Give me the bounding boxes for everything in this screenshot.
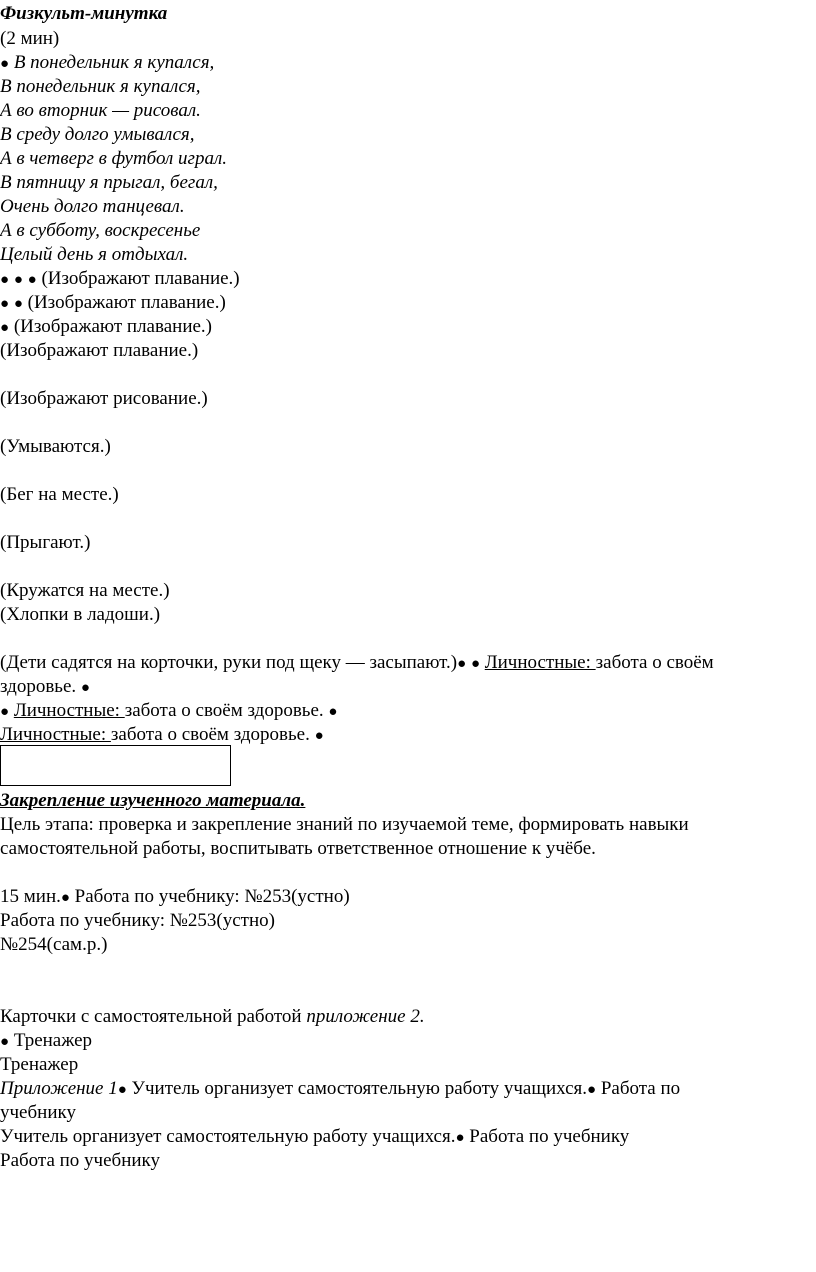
sit-line: (Дети садятся на корточки, руки под щеку — засыпают.)● ● Личностные: забота о своём xyxy=(0,652,714,673)
work-253-line: Работа по учебнику: №253(устно) xyxy=(0,910,275,931)
poem-line-5: А в четверг в футбол играл. xyxy=(0,148,227,169)
draw-line: (Изображают рисование.) xyxy=(0,388,208,409)
poem-line-8: А в субботу, воскресенье xyxy=(0,220,201,241)
time-line: 15 мин.● Работа по учебнику: №253(устно) xyxy=(0,886,350,907)
swim-line-1: ● ● ● (Изображают плавание.) xyxy=(0,268,240,289)
run-line: (Бег на месте.) xyxy=(0,484,119,505)
fizminutka-title: Физкульт-минутка xyxy=(0,3,168,24)
poem-line-1: ● В понедельник я купался, xyxy=(0,52,215,73)
wash-line: (Умываются.) xyxy=(0,436,111,457)
trainer-line-1: ● Тренажер xyxy=(0,1030,93,1051)
spin-line: (Кружатся на месте.) xyxy=(0,580,170,601)
swim-line-4: (Изображают плавание.) xyxy=(0,340,199,361)
section-title: Закрепление изученного материала. xyxy=(0,790,306,811)
swim-line-2: ● ● (Изображают плавание.) xyxy=(0,292,226,313)
poem-line-4: В среду долго умывался, xyxy=(0,124,195,145)
jump-line: (Прыгают.) xyxy=(0,532,91,553)
empty-table-cell xyxy=(0,745,231,786)
poem-line-3: А во вторник — рисовал. xyxy=(0,100,201,121)
personal-line-3: Личностные: забота о своём здоровье. ● xyxy=(0,724,324,745)
teacher-line: Учитель организует самостоятельную работу учащихся.● Работа по учебнику xyxy=(0,1126,630,1147)
duration: (2 мин) xyxy=(0,28,60,49)
poem-line-6: В пятницу я прыгал, бегал, xyxy=(0,172,218,193)
clap-line: (Хлопки в ладоши.) xyxy=(0,604,161,625)
stage-goal: Цель этапа: проверка и закрепление знаний по изучаемой теме, формировать навыки самостоятельной работы, воспитывать ответственное отношение к учёбе. xyxy=(0,814,689,859)
health-line: здоровье. ● xyxy=(0,676,90,697)
textbook-wrap: учебнику xyxy=(0,1102,76,1123)
poem-line-7: Очень долго танцевал. xyxy=(0,196,185,217)
swim-line-3: ● (Изображают плавание.) xyxy=(0,316,212,337)
poem-line-2: В понедельник я купался, xyxy=(0,76,201,97)
appendix1-line: Приложение 1● Учитель организует самостоятельную работу учащихся.● Работа по xyxy=(0,1078,681,1099)
poem-line-9: Целый день я отдыхал. xyxy=(0,244,189,265)
work-254-line: №254(сам.р.) xyxy=(0,934,108,955)
textbook-line: Работа по учебнику xyxy=(0,1150,161,1171)
trainer-line-2: Тренажер xyxy=(0,1054,79,1075)
cards-line: Карточки с самостоятельной работой приложение 2. xyxy=(0,1006,425,1027)
bullet: ● xyxy=(0,56,10,72)
personal-line-2: ● Личностные: забота о своём здоровье. ● xyxy=(0,700,338,721)
